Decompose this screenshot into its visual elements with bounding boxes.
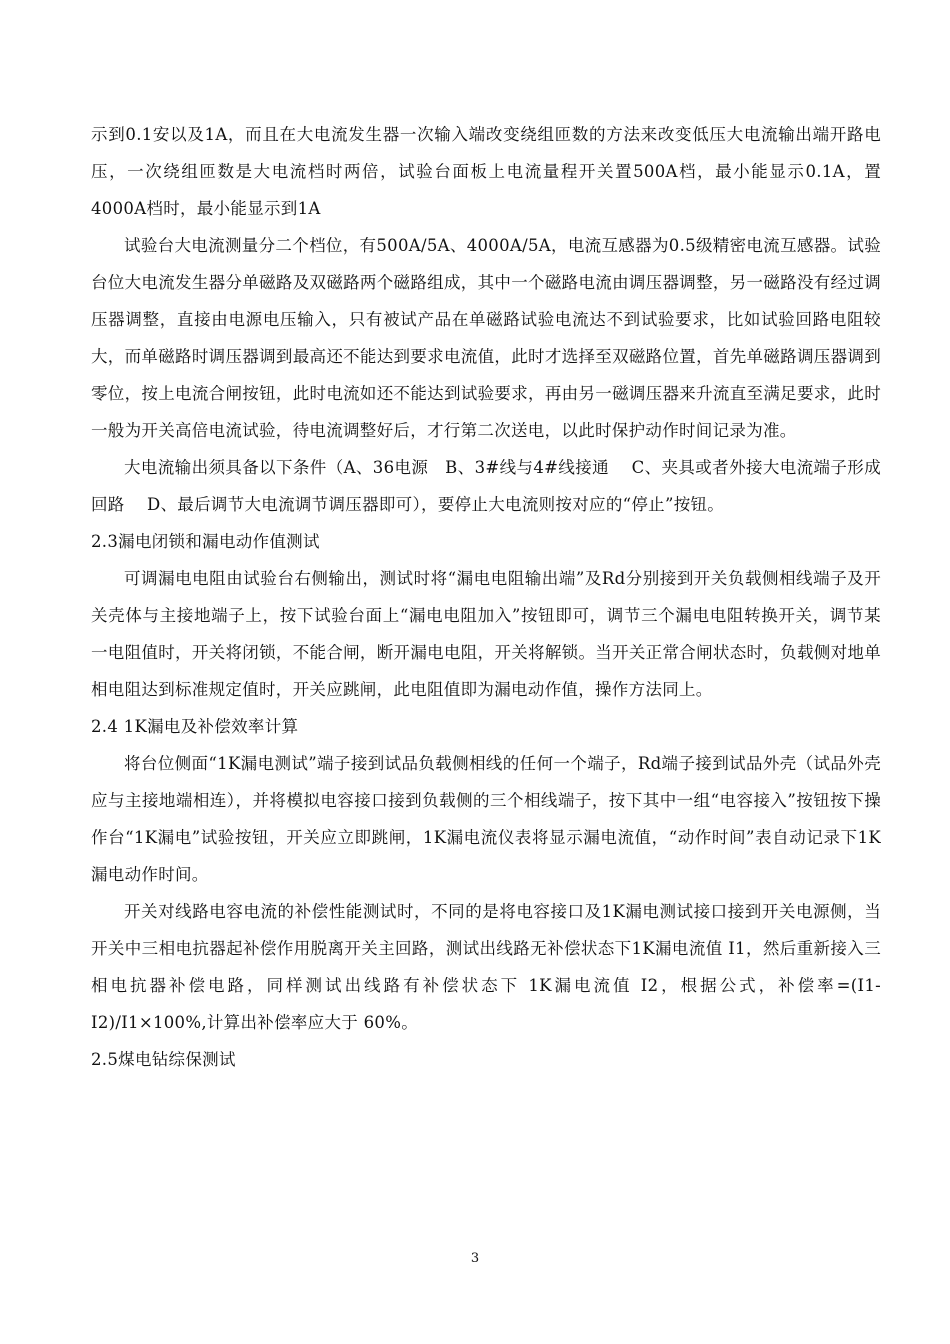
paragraph: 示到0.1安以及1A，而且在大电流发生器一次输入端改变绕组匝数的方法来改变低压大电流输出端开路电压，一次绕组匝数是大电流档时两倍，试验台面板上电流量程开关置500A档，最小能显示0.1A，置4000A档时，最小能显示到1A xyxy=(91,125,881,218)
document-body xyxy=(91,116,881,1078)
page-number: 3 xyxy=(470,1251,480,1266)
section-heading: 2.3漏电闭锁和漏电动作值测试 xyxy=(91,532,320,551)
paragraph: 试验台大电流测量分二个档位，有500A/5A、4000A/5A，电流互感器为0.5级精密电流互感器。试验台位大电流发生器分单磁路及双磁路两个磁路组成，其中一个磁路电流由调压器调整，另一磁路没有经过调压器调整，直接由电源电压输入，只有被试产品在单磁路试验电流达不到试验要求，比如试验回路电阻较大，而单磁路时调压器调到最高还不能达到要求电流值，此时才选择至双磁路位置，首先单磁路调压器调到零位，按上电流合闸按钮，此时电流如还不能达到试验要求，再由另一磁调压器来升流直至满足要求，此时一般为开关高倍电流试验，待电流调整好后，才行第二次送电，以此时保护动作时间记录为准。 xyxy=(91,236,881,440)
paragraph: 可调漏电电阻由试验台右侧输出，测试时将“漏电电阻输出端”及Rd分别接到开关负载侧相线端子及开关壳体与主接地端子上，按下试验台面上“漏电电阻加入”按钮即可，调节三个漏电电阻转换开关，调节某一电阻值时，开关将闭锁，不能合闸，断开漏电电阻，开关将解锁。当开关正常合闸状态时，负载侧对地单相电阻达到标准规定值时，开关应跳闸，此电阻值即为漏电动作值，操作方法同上。 xyxy=(91,569,881,699)
section-heading: 2.5煤电钻综保测试 xyxy=(91,1050,236,1069)
section-heading: 2.4 1K漏电及补偿效率计算 xyxy=(91,717,299,736)
paragraph: 将台位侧面“1K漏电测试”端子接到试品负载侧相线的任何一个端子，Rd端子接到试品外壳（试品外壳应与主接地端相连），并将模拟电容接口接到负载侧的三个相线端子，按下其中一组“电容接入”按钮按下操作台“1K漏电”试验按钮，开关应立即跳闸，1K漏电流仪表将显示漏电流值，“动作时间”表自动记录下1K漏电动作时间。 xyxy=(91,754,881,884)
paragraph: 开关对线路电容电流的补偿性能测试时，不同的是将电容接口及1K漏电测试接口接到开关电源侧，当开关中三相电抗器起补偿作用脱离开关主回路，测试出线路无补偿状态下1K漏电流值 I1，然后重新接入三相电抗器补偿电路，同样测试出线路有补偿状态下 1K漏电流值 I2，根据公式，补偿率=(I1-I2)/I1×100%,计算出补偿率应大于 60%。 xyxy=(91,902,881,1032)
paragraph: 大电流输出须具备以下条件（A、36电源 B、3#线与4#线接通 C、夹具或者外接大电流端子形成回路 D、最后调节大电流调节调压器即可），要停止大电流则按对应的“停止”按钮。 xyxy=(91,458,881,514)
